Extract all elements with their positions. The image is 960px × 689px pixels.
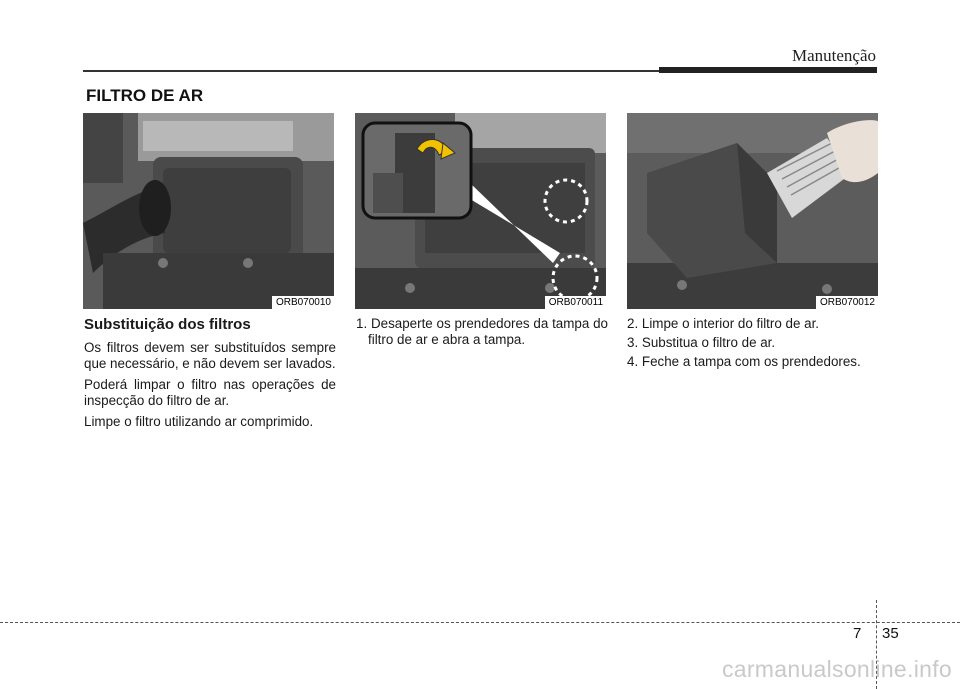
section-title: FILTRO DE AR <box>86 86 204 105</box>
figure-code: ORB070010 <box>272 296 334 309</box>
page-chapter-number: 7 <box>853 625 862 642</box>
footer-rule <box>0 622 960 623</box>
paragraph: Os filtros devem ser substituídos sempre que necessário, e não devem ser lavados. <box>84 340 336 371</box>
column-steps-2-4 <box>627 316 879 373</box>
step-item: 4. Feche a tampa com os prendedores. <box>627 354 861 369</box>
engine-bay-photo-3 <box>627 113 878 309</box>
watermark: carmanualsonline.info <box>721 656 952 682</box>
step-item: 2. Limpe o interior do filtro de ar. <box>627 316 820 331</box>
engine-bay-photo-2 <box>355 113 606 309</box>
step-item: 3. Substitua o filtro de ar. <box>627 335 776 350</box>
figure-code: ORB070011 <box>545 296 606 309</box>
column-filter-replacement <box>84 316 336 435</box>
step-item: 1. Desaperte os prendedores da tampa do filtro de ar e abra a tampa. <box>356 316 608 347</box>
paragraph: Poderá limpar o filtro nas operações de inspecção do filtro de ar. <box>84 377 336 408</box>
subheading: Substituição dos filtros <box>84 316 251 333</box>
header-rule <box>83 70 663 72</box>
engine-bay-photo-1 <box>83 113 334 309</box>
chapter-title: Manutenção <box>791 46 876 65</box>
figure-code: ORB070012 <box>816 296 878 309</box>
figure-air-filter-housing <box>83 113 334 309</box>
page-number: 35 <box>882 625 899 642</box>
paragraph: Limpe o filtro utilizando ar comprimido. <box>84 414 314 429</box>
figure-air-filter-clips <box>355 113 606 309</box>
header-rule-accent <box>659 67 877 73</box>
figure-air-filter-removal <box>627 113 878 309</box>
column-step-1 <box>356 316 608 352</box>
